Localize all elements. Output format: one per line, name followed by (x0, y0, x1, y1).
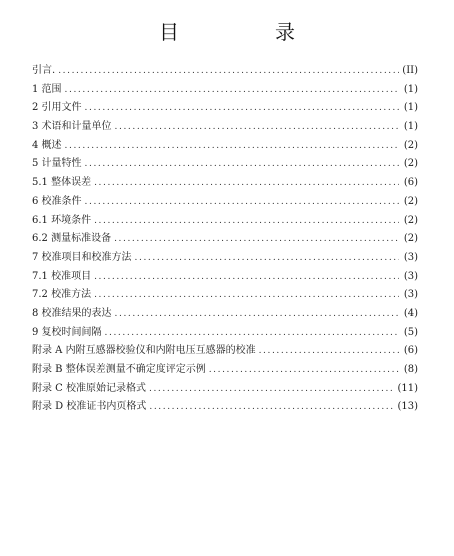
toc-leader-dots (85, 193, 399, 212)
toc-entry-label: 6.2 测量标准设备 (32, 233, 112, 245)
toc-entry-label: 4 概述 (32, 139, 62, 151)
toc-entry[interactable] (32, 155, 418, 174)
toc-entry-label: 5 计量特性 (32, 158, 82, 170)
toc-entry[interactable] (32, 380, 418, 399)
toc-leader-dots (114, 230, 399, 249)
toc-leader-dots (259, 342, 399, 361)
toc-entry-page: (1) (403, 102, 418, 114)
toc-leader-dots (135, 249, 399, 268)
toc-leader-dots (149, 398, 394, 417)
toc-entry-label: 7 校准项目和校准方法 (32, 251, 132, 263)
toc-entry-page: (2) (403, 214, 418, 226)
toc-leader-dots (149, 380, 394, 399)
toc-entry-label: 6.1 环境条件 (32, 214, 92, 226)
toc-entry[interactable] (32, 324, 418, 343)
toc-list (32, 62, 418, 417)
toc-entry-page: (II) (402, 65, 418, 76)
toc-entry-page: (13) (397, 401, 418, 413)
toc-leader-dots (94, 212, 399, 231)
toc-leader-dots (85, 155, 399, 174)
toc-entry-label: 7.2 校准方法 (32, 289, 92, 301)
toc-entry-page: (2) (403, 233, 418, 245)
toc-entry-page: (6) (403, 345, 418, 357)
toc-leader-dots (65, 137, 399, 156)
toc-entry[interactable] (32, 62, 418, 81)
toc-entry-page: (1) (403, 83, 418, 95)
toc-entry-label: 7.1 校准项目 (32, 270, 92, 282)
toc-leader-dots (58, 62, 399, 81)
toc-entry-label: 9 复校时间间隔 (32, 326, 102, 338)
toc-leader-dots (85, 99, 399, 118)
toc-entry-label: 8 校准结果的表达 (32, 307, 112, 319)
toc-entry[interactable] (32, 99, 418, 118)
toc-entry-page: (8) (403, 364, 418, 375)
toc-entry-label: 2 引用文件 (32, 102, 82, 114)
toc-entry-label: 5.1 整体误差 (32, 177, 92, 189)
toc-entry[interactable] (32, 174, 418, 193)
toc-entry[interactable] (32, 81, 418, 100)
toc-entry-label: 6 校准条件 (32, 195, 82, 207)
toc-entry-page: (6) (403, 177, 418, 189)
toc-entry-page: (5) (403, 326, 418, 338)
toc-entry-label: 3 术语和计量单位 (32, 121, 112, 133)
toc-entry[interactable] (32, 193, 418, 212)
toc-entry-page: (3) (403, 289, 418, 301)
toc-leader-dots (105, 324, 399, 343)
toc-leader-dots (115, 118, 399, 137)
toc-leader-dots (115, 305, 399, 324)
toc-entry[interactable] (32, 342, 418, 361)
toc-leader-dots (94, 286, 399, 305)
toc-entry-label: 1 范围 (32, 83, 62, 95)
toc-entry[interactable] (32, 249, 418, 268)
toc-leader-dots (94, 268, 399, 287)
toc-entry[interactable] (32, 305, 418, 324)
toc-entry-label: 附录 A 内附互感器校验仪和内附电压互感器的校准 (32, 345, 256, 357)
toc-entry-page: (2) (403, 139, 418, 151)
toc-entry-label: 附录 B 整体误差测量不确定度评定示例 (32, 364, 206, 375)
toc-entry-label: 附录 D 校准证书内页格式 (32, 401, 147, 413)
toc-entry[interactable] (32, 230, 418, 249)
toc-entry[interactable] (32, 118, 418, 137)
toc-entry-page: (3) (403, 251, 418, 263)
toc-leader-dots (65, 81, 399, 100)
toc-entry-page: (2) (403, 158, 418, 170)
toc-entry[interactable] (32, 137, 418, 156)
toc-leader-dots (94, 174, 399, 193)
toc-leader-dots (209, 361, 399, 380)
toc-entry[interactable] (32, 398, 418, 417)
toc-entry-page: (4) (403, 307, 418, 319)
toc-entry[interactable] (32, 268, 418, 287)
toc-entry[interactable] (32, 286, 418, 305)
toc-entry-page: (1) (403, 121, 418, 133)
toc-entry[interactable] (32, 212, 418, 231)
toc-entry-page: (11) (397, 382, 418, 394)
toc-entry-label: 引言. (32, 65, 56, 76)
toc-entry-page: (3) (403, 270, 418, 282)
toc-entry[interactable] (32, 361, 418, 380)
toc-entry-page: (2) (403, 195, 418, 207)
toc-entry-label: 附录 C 校准原始记录格式 (32, 382, 147, 394)
toc-title: 目 录 (159, 20, 333, 44)
